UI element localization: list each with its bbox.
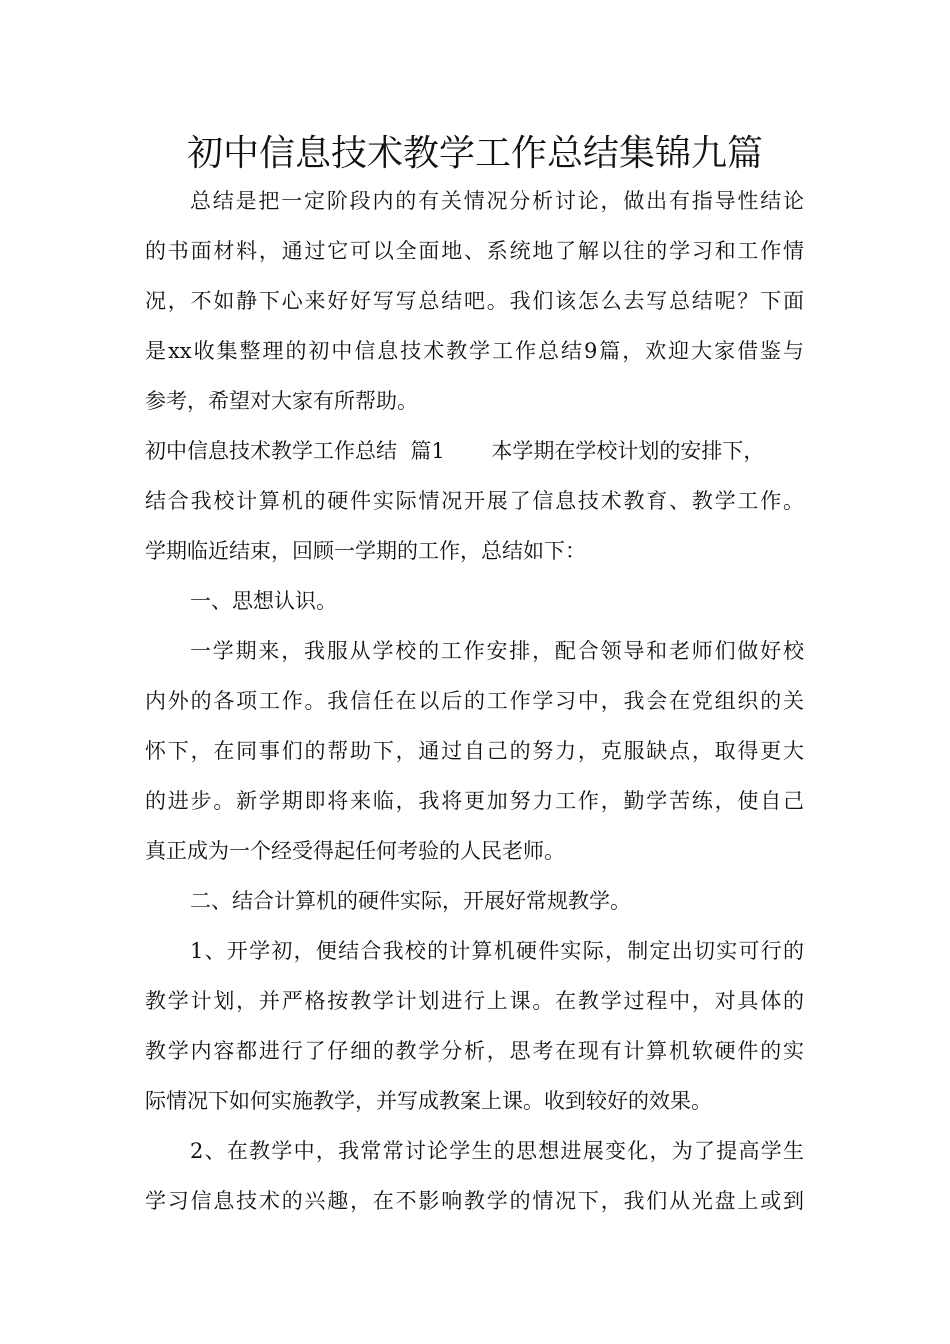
- paragraph-line: 参考，希望对大家有所帮助。: [145, 389, 418, 413]
- paragraph-line: 一学期来，我服从学校的工作安排，配合领导和老师们做好校: [190, 639, 804, 663]
- paragraph-line: 1、开学初，便结合我校的计算机硬件实际，制定出切实可行的: [190, 939, 804, 963]
- paragraph-line: 是xx收集整理的初中信息技术教学工作总结9篇，欢迎大家借鉴与: [145, 339, 804, 363]
- paragraph-line: 的书面材料，通过它可以全面地、系统地了解以往的学习和工作情: [145, 239, 804, 263]
- paragraph-line: 结合我校计算机的硬件实际情况开展了信息技术教育、教学工作。: [145, 489, 804, 513]
- paragraph-line: 2、在教学中，我常常讨论学生的思想进展变化，为了提高学生: [190, 1139, 804, 1163]
- paragraph-line: 真正成为一个经受得起任何考验的人民老师。: [145, 839, 565, 863]
- subheading-line: 一、思想认识。: [190, 589, 337, 613]
- paragraph-line: 教学计划，并严格按教学计划进行上课。在教学过程中，对具体的: [145, 989, 804, 1013]
- paragraph-line: 内外的各项工作。我信任在以后的工作学习中，我会在党组织的关: [145, 689, 804, 713]
- paragraph-line: 的进步。新学期即将来临，我将更加努力工作，勤学苦练，使自己: [145, 789, 804, 813]
- paragraph-line: 教学内容都进行了仔细的教学分析，思考在现有计算机软硬件的实: [145, 1039, 804, 1063]
- section-heading-line: 初中信息技术教学工作总结 篇1 本学期在学校计划的安排下，: [145, 439, 765, 463]
- document-title: 初中信息技术教学工作总结集锦九篇: [186, 133, 763, 174]
- paragraph-line: 学习信息技术的兴趣，在不影响教学的情况下，我们从光盘上或到: [145, 1189, 804, 1213]
- paragraph-line: 怀下，在同事们的帮助下，通过自己的努力，克服缺点，取得更大: [145, 739, 804, 763]
- paragraph-line: 学期临近结束，回顾一学期的工作，总结如下：: [145, 539, 586, 563]
- paragraph-line: 际情况下如何实施教学，并写成教案上课。收到较好的效果。: [145, 1089, 712, 1113]
- subheading-line: 二、结合计算机的硬件实际，开展好常规教学。: [190, 889, 631, 913]
- paragraph-line: 况，不如静下心来好好写写总结吧。我们该怎么去写总结呢？下面: [145, 289, 804, 313]
- paragraph-line: 总结是把一定阶段内的有关情况分析讨论，做出有指导性结论: [190, 189, 804, 213]
